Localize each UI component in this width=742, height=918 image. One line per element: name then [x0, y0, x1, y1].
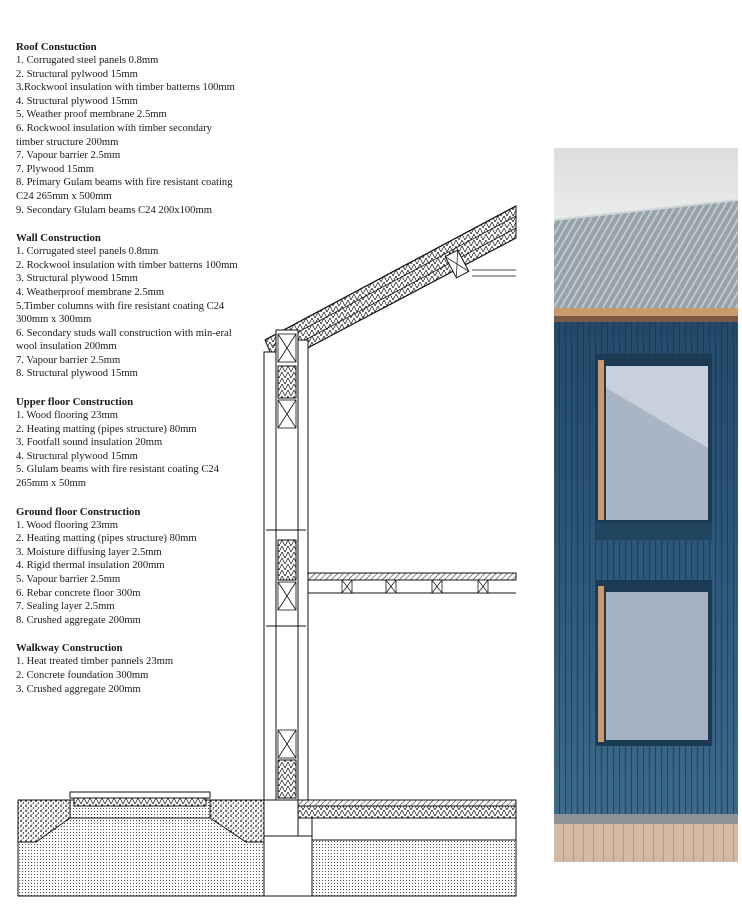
legend-item: 5. Vapour barrier 2.5mm [16, 574, 121, 585]
legend-item: 4. Structural plywood 15mm [16, 95, 138, 107]
legend-item: 8. Crushed aggregate 200mm [16, 614, 141, 626]
legend-item: 6. Rockwool insulation with timber secondary timber structure 200mm [16, 122, 212, 148]
walkway-section [18, 792, 264, 896]
legend-item: 1. Wood flooring 23mm [16, 519, 118, 531]
section-title: Upper floor Construction [16, 396, 134, 409]
legend-item: 3. Structural plywood 15mm [16, 273, 138, 285]
legend-item: 7. Vapour barrier 2.5mm [16, 150, 121, 162]
upper-floor-section [308, 573, 516, 593]
legend-item: 1. Wood flooring 23mm [16, 410, 118, 422]
facade-render [554, 148, 738, 862]
section-title: Ground floor Construction [16, 505, 141, 518]
legend-item: 3. Moisture diffusing layer 2.5mm [16, 546, 162, 558]
legend-item: 2. Concrete foundation 300mm [16, 669, 149, 681]
legend-item: 2. Heating matting (pipes structure) 80mm [16, 423, 197, 435]
legend-item: 8. Structural plywood 15mm [16, 368, 138, 380]
legend-item: 5.Timber columns with fire resistant coating C24 300mm x 300mm [16, 300, 225, 326]
section-title: Walkway Construction [16, 642, 123, 655]
legend-item: 4. Rigid thermal insulation 200mm [16, 560, 165, 572]
legend-item: 3. Footfall sound insulation 20mm [16, 437, 163, 449]
roof-section [265, 206, 516, 352]
legend-item: 5. Glulam beams with fire resistant coating C24 265mm x 50mm [16, 464, 220, 490]
legend-item: 1. Corrugated steel panels 0.8mm [16, 55, 159, 66]
legend-item: 5. Weather proof membrane 2.5mm [16, 109, 167, 121]
legend-item: 9. Secondary Glulam beams C24 200x100mm [16, 204, 212, 216]
legend-item: 1. Heat treated timber pannels 23mm [16, 656, 174, 668]
legend-item: 6. Rebar concrete floor 300m [16, 587, 141, 599]
legend-item: 7. Plywood 15mm [16, 163, 94, 175]
section-title: Roof Constuction [16, 41, 97, 53]
legend-item: 4. Structural plywood 15mm [16, 450, 138, 462]
legend-item: 2. Rockwool insulation with timber batterns 100mm [16, 259, 238, 271]
legend-item: 1. Corrugated steel panels 0.8mm [16, 246, 159, 258]
legend-item: 6. Secondary studs wall construction with min-eral wool insulation 200mm [16, 327, 232, 353]
legend-item: 7. Sealing layer 2.5mm [16, 601, 115, 613]
legend-item: 3. Crushed aggregate 200mm [16, 683, 141, 695]
legend-item: 4. Weatherproof membrane 2.5mm [16, 286, 165, 298]
legend-item: 7. Vapour barrier 2.5mm [16, 354, 121, 366]
legend-item: 2. Structural pylwood 15mm [16, 68, 138, 80]
section-title: Wall Construction [16, 232, 101, 245]
legend-item: 8. Primary Gulam beams with fire resistant coating C24 265mm x 500mm [16, 177, 233, 202]
ground-floor-section [264, 800, 516, 896]
legend-item: 3.Rockwool insulation with timber batterns 100mm [16, 82, 235, 94]
wall-section [264, 330, 308, 800]
legend-item: 2. Heating matting (pipes structure) 80mm [16, 533, 197, 545]
